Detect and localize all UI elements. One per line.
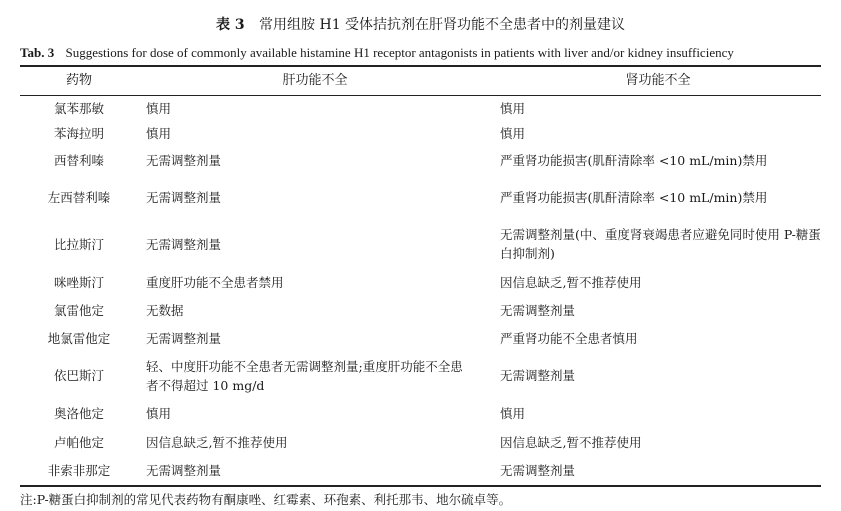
- kidney-dose: 慎用: [500, 100, 526, 116]
- drug-name: 比拉斯汀: [53, 236, 104, 252]
- liver-dose: 重度肝功能不全患者禁用: [146, 274, 284, 290]
- table-row: [20, 456, 821, 484]
- table-title-english: [20, 44, 734, 61]
- table-number-cn: 表 3: [215, 17, 245, 33]
- drug-name: 非索非那定: [47, 462, 111, 478]
- table-number-en: Tab. 3: [20, 45, 55, 60]
- kidney-dose: 慎用: [500, 406, 526, 421]
- table-row: [20, 96, 821, 120]
- table-row: [20, 399, 821, 428]
- drug-name: 氯苯那敏: [53, 100, 104, 116]
- drug-name: 苯海拉明: [53, 125, 104, 141]
- drug-name: 左西替利嗪: [47, 189, 111, 205]
- kidney-dose: 无需调整剂量: [500, 302, 576, 318]
- liver-dose: 无需调整剂量: [146, 462, 222, 478]
- table-row: [20, 146, 821, 174]
- table-row: [20, 268, 821, 296]
- kidney-dose: 严重肾功能不全患者慎用: [500, 330, 638, 346]
- drug-name: 地氯雷他定: [47, 330, 111, 346]
- liver-dose: 无需调整剂量: [146, 152, 222, 168]
- liver-dose: 轻、中度肝功能不全患者无需调整剂量;重度肝功能不全患者不得超过 10 mg/d: [146, 358, 463, 393]
- table-title-cn-text: 常用组胺 H1 受体拮抗剂在肝肾功能不全患者中的剂量建议: [259, 17, 626, 33]
- liver-dose: 慎用: [146, 100, 172, 116]
- liver-dose: 无需调整剂量: [146, 189, 222, 205]
- header-kidney-insufficiency: 肾功能不全: [625, 73, 691, 88]
- kidney-dose: 无需调整剂量: [500, 462, 576, 478]
- table-row: [20, 220, 821, 268]
- table-row: [20, 324, 821, 352]
- drug-name: 西替利嗪: [53, 152, 104, 168]
- liver-dose: 无需调整剂量: [146, 236, 222, 252]
- table-title-chinese: [0, 16, 841, 34]
- kidney-dose: 无需调整剂量: [500, 368, 576, 383]
- kidney-dose: 严重肾功能损害(肌酐清除率 <10 mL/min)禁用: [500, 189, 768, 205]
- header-liver-insufficiency: 肝功能不全: [282, 73, 348, 88]
- drug-name: 咪唑斯汀: [53, 274, 104, 290]
- table-top-rule: [20, 65, 821, 67]
- table-row: [20, 296, 821, 324]
- table-bottom-rule: [20, 485, 821, 487]
- liver-dose: 因信息缺乏,暂不推荐使用: [146, 434, 288, 450]
- kidney-dose: 因信息缺乏,暂不推荐使用: [500, 274, 642, 290]
- kidney-dose: 因信息缺乏,暂不推荐使用: [500, 434, 642, 450]
- table-title-en-text: Suggestions for dose of commonly available histamine H1 receptor antagonists in patients with liver and/or kidney insufficiency: [65, 45, 734, 60]
- drug-name: 依巴斯汀: [53, 368, 104, 383]
- liver-dose: 慎用: [146, 125, 172, 141]
- drug-name: 卢帕他定: [53, 434, 104, 450]
- table-row: [20, 120, 821, 146]
- liver-dose: 无数据: [146, 302, 184, 318]
- liver-dose: 无需调整剂量: [146, 330, 222, 346]
- table-footnote: 注:P-糖蛋白抑制剂的常见代表药物有酮康唑、红霉素、环孢素、利托那韦、地尔硫卓等。: [20, 492, 512, 507]
- kidney-dose: 无需调整剂量(中、重度肾衰竭患者应避免同时使用 P-糖蛋白抑制剂): [500, 227, 821, 261]
- kidney-dose: 严重肾功能损害(肌酐清除率 <10 mL/min)禁用: [500, 152, 768, 168]
- table-row: [20, 352, 821, 399]
- kidney-dose: 慎用: [500, 125, 526, 141]
- drug-name: 奥洛他定: [53, 406, 104, 421]
- table-row: [20, 428, 821, 456]
- drug-name: 氯雷他定: [53, 302, 104, 318]
- table-row: [20, 174, 821, 220]
- liver-dose: 慎用: [146, 406, 172, 421]
- header-drug: 药物: [65, 73, 92, 88]
